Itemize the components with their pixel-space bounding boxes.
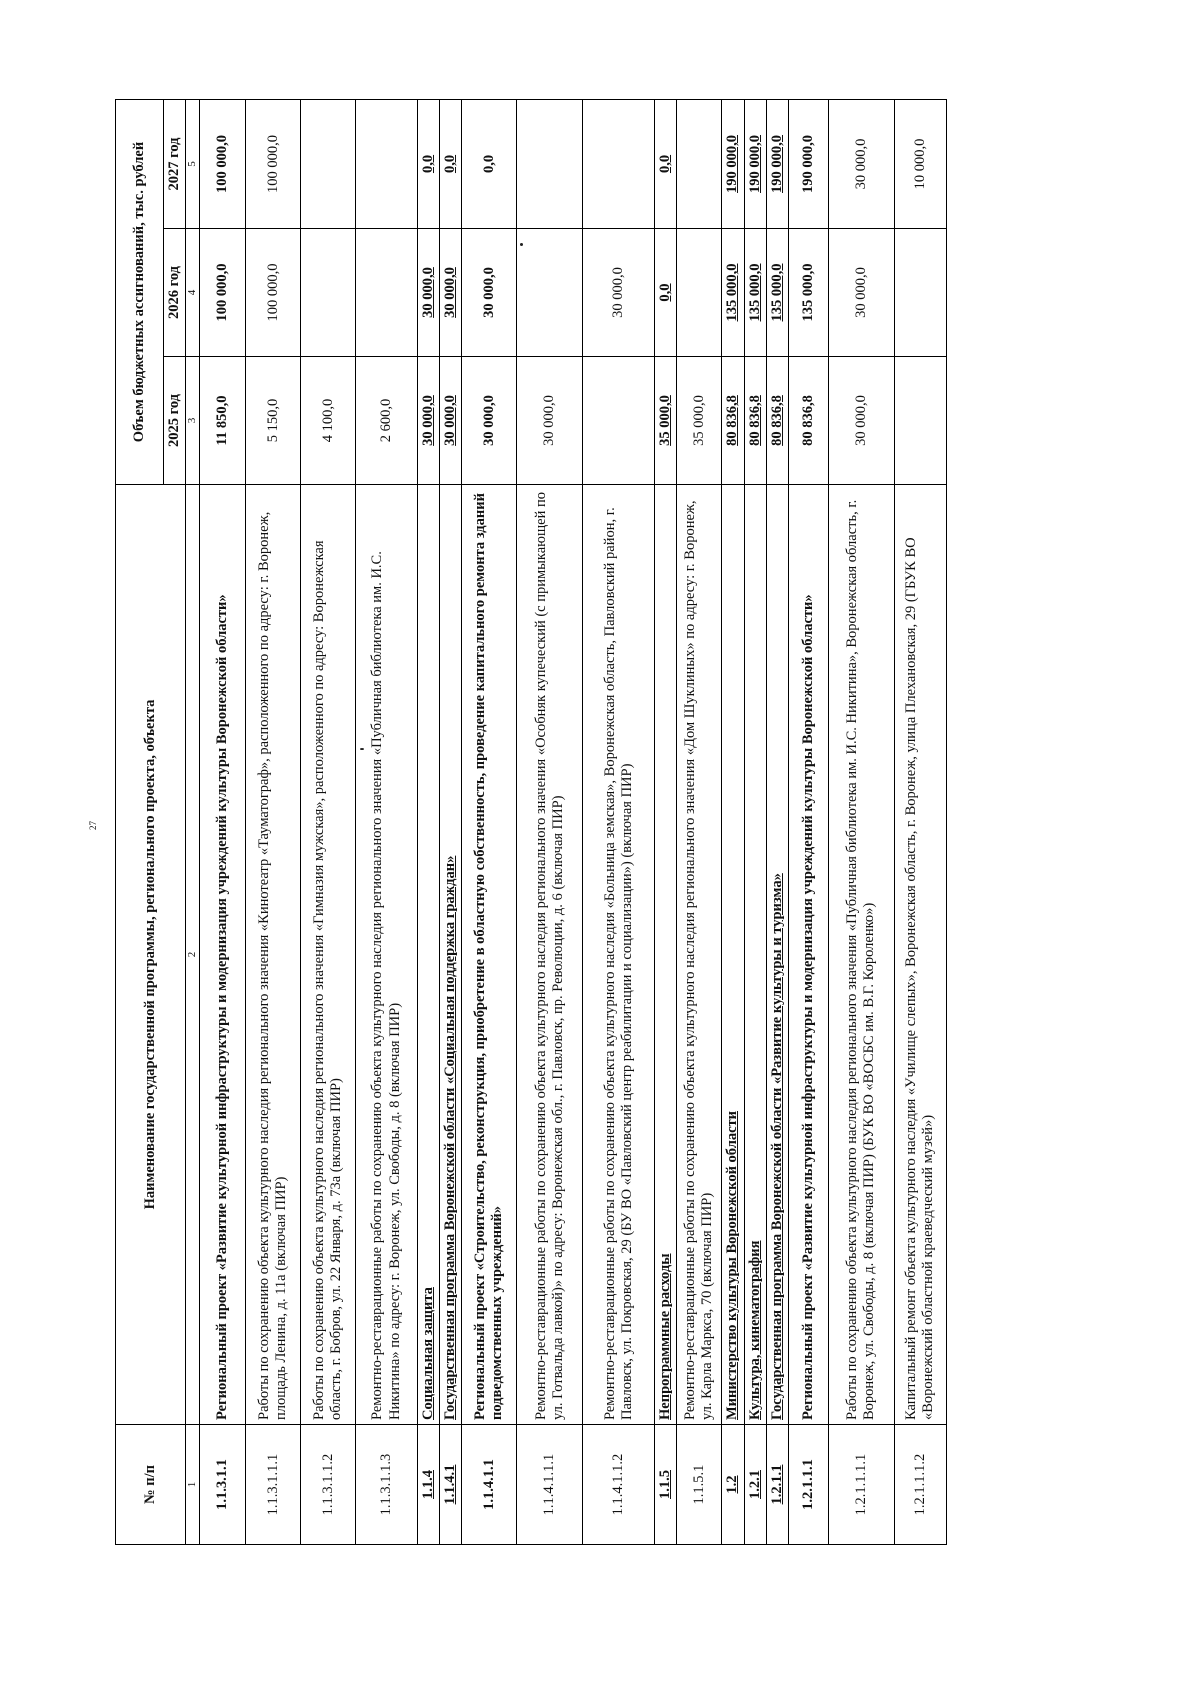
row-value-2026 [356,229,418,357]
row-name: Непрограммные расходы [655,485,677,1425]
row-value-2026: 0,0 [655,229,677,357]
row-value-2025 [583,357,655,485]
row-num: 1.1.3.1.1 [200,1425,246,1545]
table-row [766,99,788,1544]
row-value-2025: 30 000,0 [462,357,517,485]
table-row [744,99,766,1544]
row-name: Ремонтно-реставрационные работы по сохранению объекта культурного наследия регионального значения «Особняк купеческий (с примыкающей по ул. Готвальда лавкой)» по адресу: Воронежская обл., г. Павловск, пр. Революции, д. 6 (включая ПИР) [517,485,583,1425]
table-row [200,99,246,1544]
row-num: 1.1.4.1 [440,1425,462,1545]
row-num: 1.2.1 [744,1425,766,1545]
index-cell: 3 [186,357,200,485]
row-num: 1.1.3.1.1.3 [356,1425,418,1545]
row-value-2025 [894,357,946,485]
row-value-2025: 30 000,0 [440,357,462,485]
row-value-2027 [301,99,356,228]
row-value-2025: 80 836,8 [766,357,788,485]
table-body [200,99,947,1544]
table-row [722,99,744,1544]
row-name: Ремонтно-реставрационные работы по сохранению объекта культурного наследия регионального значения «Публичная библиотека им. И.С. Никитина» по адресу: г. Воронеж, ул. Свободы, д. 8 (включая ПИР) [356,485,418,1425]
row-num: 1.1.3.1.1.1 [246,1425,301,1545]
table-row [462,99,517,1544]
row-value-2027: 100 000,0 [200,99,246,228]
row-value-2026: 135 000,0 [722,229,744,357]
row-name: Региональный проект «Развитие культурной инфраструктуры и модернизация учреждений культуры Воронежской области» [788,485,828,1425]
row-num: 1.2.1.1 [766,1425,788,1545]
row-value-2026: 135 000,0 [766,229,788,357]
row-num: 1.1.4.1.1 [462,1425,517,1545]
row-value-2026: 100 000,0 [246,229,301,357]
row-value-2027: 0,0 [462,99,517,228]
row-value-2025: 30 000,0 [418,357,440,485]
table-row [418,99,440,1544]
row-value-2026: 30 000,0 [828,229,894,357]
table-row [356,99,418,1544]
row-value-2027: 0,0 [655,99,677,228]
header-volume: Объем бюджетных ассигнований, тыс. рублей [116,99,164,484]
table-row [517,99,583,1544]
row-value-2026 [517,229,583,357]
row-name: Культура, кинематография [744,485,766,1425]
header-year-2026: 2026 год [164,229,186,357]
row-num: 1.2 [722,1425,744,1545]
row-name: Государственная программа Воронежской области «Развитие культуры и туризма» [766,485,788,1425]
row-value-2026 [894,229,946,357]
index-cell: 2 [186,485,200,1425]
table-row [828,99,894,1544]
index-cell: 1 [186,1425,200,1545]
row-value-2026: 30 000,0 [440,229,462,357]
row-value-2025: 30 000,0 [517,357,583,485]
row-num: 1.1.4 [418,1425,440,1545]
row-value-2026: 135 000,0 [744,229,766,357]
header-year-2025: 2025 год [164,357,186,485]
row-value-2026: 135 000,0 [788,229,828,357]
index-cell: 4 [186,229,200,357]
row-value-2027 [356,99,418,228]
row-name: Ремонтно-реставрационные работы по сохранению объекта культурного наследия регионального значения «Дом Шуклиных» по адресу: г. Воронеж, ул. Карла Маркса, 70 (включая ПИР) [677,485,722,1425]
row-name: Работы по сохранению объекта культурного наследия регионального значения «Гимназия мужская», расположенного по адресу: Воронежская область, г. Бобров, ул. 22 Января, д. 73а (включая ПИР) [301,485,356,1425]
row-name: Работы по сохранению объекта культурного наследия регионального значения «Кинотеатр «Тауматограф», расположенного по адресу: г. Воронеж, площадь Ленина, д. 11а (включая ПИР) [246,485,301,1425]
row-num: 1.1.4.1.1.1 [517,1425,583,1545]
rotated-page-content [115,100,1115,1545]
budget-table [115,99,947,1545]
row-name: Региональный проект «Развитие культурной инфраструктуры и модернизация учреждений культуры Воронежской области» [200,485,246,1425]
row-value-2027: 30 000,0 [828,99,894,228]
row-value-2025: 4 100,0 [301,357,356,485]
table-row [246,99,301,1544]
row-value-2027: 10 000,0 [894,99,946,228]
row-name: Капитальный ремонт объекта культурного наследия «Училище слепых», Воронежская область, г. Воронеж, улица Плехановская, 29 (ГБУК ВО «Воронежский областной краеведческий музей») [894,485,946,1425]
row-value-2025: 30 000,0 [828,357,894,485]
row-value-2027 [583,99,655,228]
row-value-2025: 35 000,0 [677,357,722,485]
row-value-2027: 190 000,0 [766,99,788,228]
row-num: 1.1.5 [655,1425,677,1545]
table-row [894,99,946,1544]
row-name: Государственная программа Воронежской области «Социальная поддержка граждан» [440,485,462,1425]
table-row [655,99,677,1544]
table-row [677,99,722,1544]
row-value-2025: 80 836,8 [744,357,766,485]
page-number: 27 [88,821,98,830]
row-value-2026: 30 000,0 [462,229,517,357]
row-value-2027: 190 000,0 [788,99,828,228]
row-value-2026 [301,229,356,357]
row-name: Министерство культуры Воронежской области [722,485,744,1425]
row-value-2025: 11 850,0 [200,357,246,485]
table-row [583,99,655,1544]
row-name: Работы по сохранению объекта культурного наследия регионального значения «Публичная библиотека им. И.С. Никитина», Воронежская область, г. Воронеж, ул. Свободы, д. 8 (включая ПИР) (БУК ВО «ВОСБС им. В.Г. Короленко») [828,485,894,1425]
row-value-2027: 190 000,0 [744,99,766,228]
row-num: 1.1.3.1.1.2 [301,1425,356,1545]
row-num: 1.1.5.1 [677,1425,722,1545]
row-value-2026: 30 000,0 [418,229,440,357]
row-value-2025: 2 600,0 [356,357,418,485]
row-name: Ремонтно-реставрационные работы по сохранению объекта культурного наследия «Больница земская», Воронежская область, Павловский район, г. Павловск, ул. Покровская, 29 (БУ ВО «Павловский центр реабилитации и социализации») (включая ПИР) [583,485,655,1425]
row-value-2025: 80 836,8 [788,357,828,485]
row-value-2027: 0,0 [418,99,440,228]
header-num: № п/п [116,1425,186,1545]
row-value-2025: 35 000,0 [655,357,677,485]
index-cell: 5 [186,99,200,228]
row-num: 1.2.1.1.1.2 [894,1425,946,1545]
table-row [301,99,356,1544]
row-value-2025: 80 836,8 [722,357,744,485]
row-value-2027: 0,0 [440,99,462,228]
header-name: Наименование государственной программы, регионального проекта, объекта [116,485,186,1425]
row-value-2026 [677,229,722,357]
row-num: 1.1.4.1.1.2 [583,1425,655,1545]
row-num: 1.2.1.1.1.1 [828,1425,894,1545]
row-value-2027: 190 000,0 [722,99,744,228]
row-value-2027 [677,99,722,228]
row-name: Социальная защита [418,485,440,1425]
row-value-2026: 100 000,0 [200,229,246,357]
table-row [788,99,828,1544]
row-value-2025: 5 150,0 [246,357,301,485]
row-value-2026: 30 000,0 [583,229,655,357]
row-value-2027: 100 000,0 [246,99,301,228]
row-num: 1.2.1.1.1 [788,1425,828,1545]
row-name: Региональный проект «Строительство, реконструкция, приобретение в областную собственность, проведение капитального ремонта зданий подведомственных учреждений» [462,485,517,1425]
table-row [440,99,462,1544]
row-value-2027 [517,99,583,228]
header-year-2027: 2027 год [164,99,186,228]
